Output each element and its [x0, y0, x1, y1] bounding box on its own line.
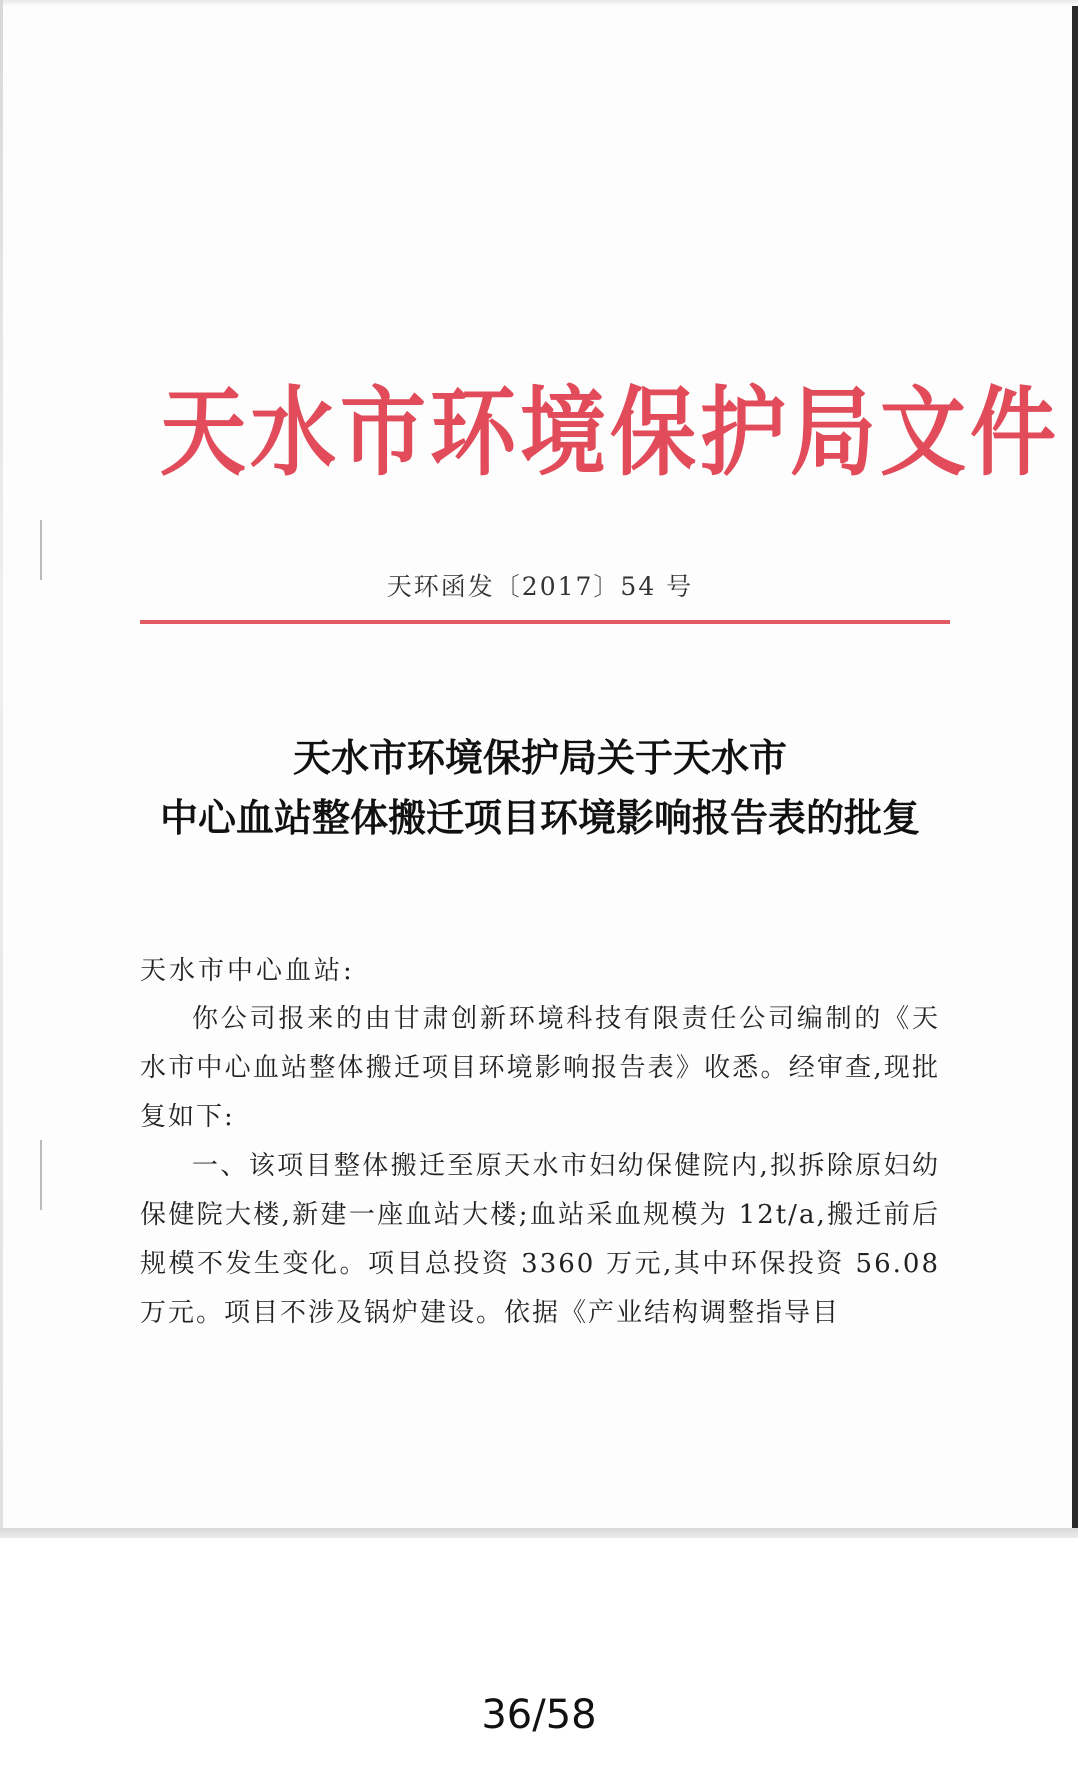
- addressee: 天水市中心血站:: [140, 956, 355, 986]
- subject-title-line1: 天水市环境保护局关于天水市: [292, 735, 787, 780]
- doc-number: 天环函发〔2017〕54 号: [386, 572, 694, 601]
- page-bottom-edge: [0, 1528, 1078, 1538]
- scan-artifact: [40, 520, 42, 580]
- paragraph: 一、该项目整体搬迁至原天水市妇幼保健院内,拟拆除原妇幼保健院大楼,新建一座血站大楼;血站采血规模为 12t/a,搬迁前后规模不发生变化。项目总投资 3360 万元,其中环保投资 56.08 万元。项目不涉及锅炉建设。依据《产业结构调整指导目: [140, 1151, 940, 1328]
- page-top-shade: [0, 0, 1078, 6]
- subject-title: [120, 728, 960, 848]
- red-divider: [140, 620, 950, 624]
- paragraph: 你公司报来的由甘肃创新环境科技有限责任公司编制的《天水市中心血站整体搬迁项目环境影响报告表》收悉。经审查,现批复如下:: [140, 1004, 940, 1132]
- scan-edge: [0, 0, 3, 1535]
- org-title: 天水市环境保护局文件: [160, 377, 1060, 490]
- subject-title-line2: 中心血站整体搬迁项目环境影响报告表的批复: [159, 795, 920, 840]
- letter-body: [140, 995, 940, 1338]
- page-number-indicator: 36/58: [481, 1692, 597, 1738]
- scan-artifact: [40, 1140, 42, 1210]
